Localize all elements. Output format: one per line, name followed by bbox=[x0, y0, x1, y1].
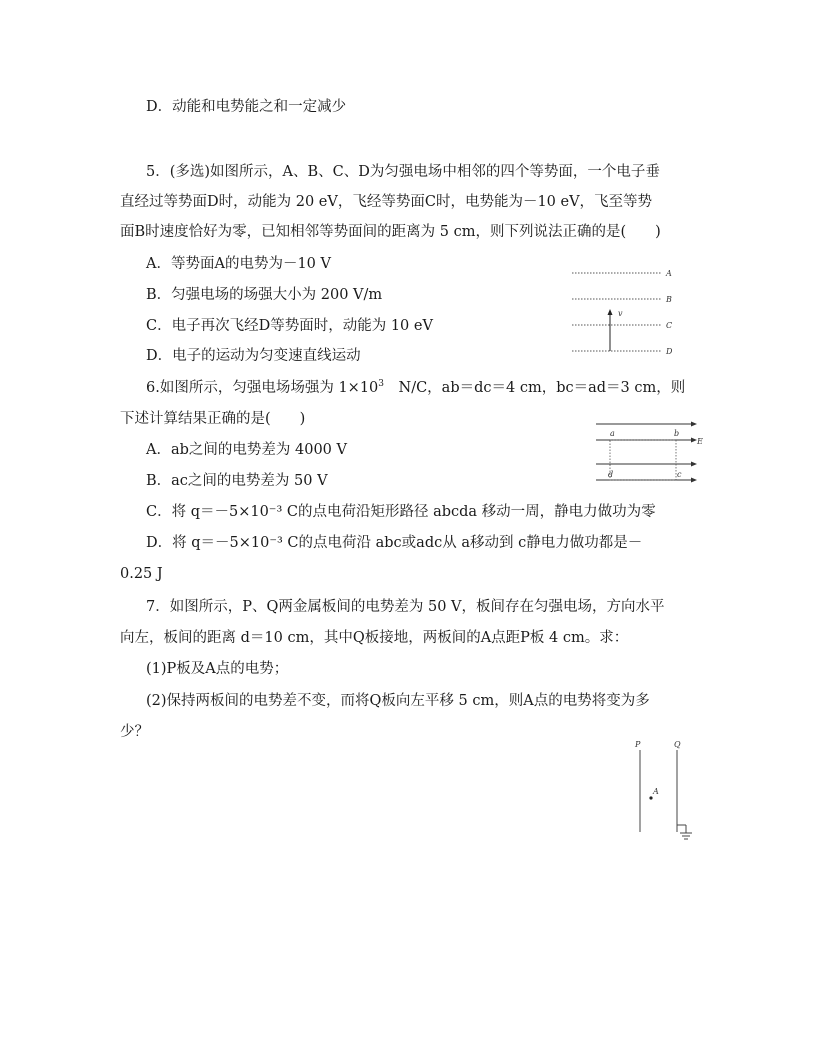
q7-label-p: P bbox=[635, 740, 641, 749]
q6-exponent: 3 bbox=[378, 379, 385, 390]
q7-sub2-line2: 少？ bbox=[120, 724, 149, 740]
q7-stem-line1: 7．如图所示，P、Q两金属板间的电势差为 50 V，板间存在匀强电场，方向水平 bbox=[146, 599, 665, 615]
q6-stem-line1 bbox=[146, 378, 685, 398]
q6-stem-line2: 下述计算结果正确的是( ) bbox=[120, 411, 306, 427]
q7-plates-figure bbox=[630, 736, 700, 846]
q6-label-d: d bbox=[608, 470, 614, 479]
q6-field-rectangle-figure bbox=[596, 420, 706, 490]
q5-option-a: A．等势面A的电势为－10 V bbox=[146, 256, 331, 272]
q6-rectangle-abcd bbox=[610, 440, 676, 480]
q5-label-b: B bbox=[666, 295, 672, 304]
q7-label-q: Q bbox=[674, 740, 681, 749]
q5-option-c: C．电子再次飞经D等势面时，动能为 10 eV bbox=[146, 318, 433, 334]
q6-label-a: a bbox=[610, 429, 615, 438]
q7-sub2-line1: (2)保持两板间的电势差不变，而将Q板向左平移 5 cm，则A点的电势将变为多 bbox=[146, 693, 650, 709]
q6-option-a: A．ab之间的电势差为 4000 V bbox=[146, 442, 347, 458]
q6-option-d-line1: D．将 q＝－5×10⁻³ C的点电荷沿 abc或adc从 a移动到 c静电力做功都是－ bbox=[146, 535, 643, 551]
q5-equipotential-figure bbox=[572, 266, 682, 356]
q5-label-d: D bbox=[666, 347, 673, 356]
q6-option-b: B．ac之间的电势差为 50 V bbox=[146, 473, 328, 489]
q7-ground-symbol bbox=[677, 825, 692, 839]
q7-point-a bbox=[649, 796, 652, 799]
q5-option-d: D．电子的运动为匀变速直线运动 bbox=[146, 348, 361, 364]
q6-option-c: C．将 q＝－5×10⁻³ C的点电荷沿矩形路径 abcda 移动一周，静电力做功为零 bbox=[146, 504, 656, 520]
q5-stem-line1: 5．(多选)如图所示，A、B、C、D为匀强电场中相邻的四个等势面，一个电子垂 bbox=[146, 164, 660, 180]
q5-stem-line3: 面B时速度恰好为零，已知相邻等势面间的距离为 5 cm，则下列说法正确的是( ) bbox=[120, 224, 661, 240]
q6-label-e: E bbox=[697, 437, 703, 446]
q6-stem-text-b: N/C，ab＝dc＝4 cm，bc＝ad＝3 cm，则 bbox=[384, 380, 686, 396]
q5-label-a: A bbox=[666, 269, 672, 278]
q5-label-v: v bbox=[618, 309, 623, 318]
q6-label-b: b bbox=[674, 429, 680, 438]
q7-stem-line2: 向左，板间的距离 d＝10 cm，其中Q板接地，两板间的A点距P板 4 cm。求： bbox=[120, 630, 629, 646]
q5-label-c: C bbox=[666, 321, 673, 330]
q6-stem-text-a: 6.如图所示，匀强电场场强为 1×10 bbox=[146, 380, 379, 396]
q7-label-a: A bbox=[653, 787, 659, 796]
q5-stem-line2: 直经过等势面D时，动能为 20 eV，飞经等势面C时，电势能为－10 eV，飞至等势 bbox=[120, 194, 653, 210]
q6-option-d-line2: 0.25 J bbox=[120, 566, 163, 582]
q4-option-d: D．动能和电势能之和一定减少 bbox=[146, 99, 347, 115]
q6-label-c: c bbox=[677, 470, 682, 479]
q5-option-b: B．匀强电场的场强大小为 200 V/m bbox=[146, 287, 383, 303]
q7-sub1: (1)P板及A点的电势； bbox=[146, 661, 289, 677]
q5-arrowhead bbox=[608, 309, 613, 315]
